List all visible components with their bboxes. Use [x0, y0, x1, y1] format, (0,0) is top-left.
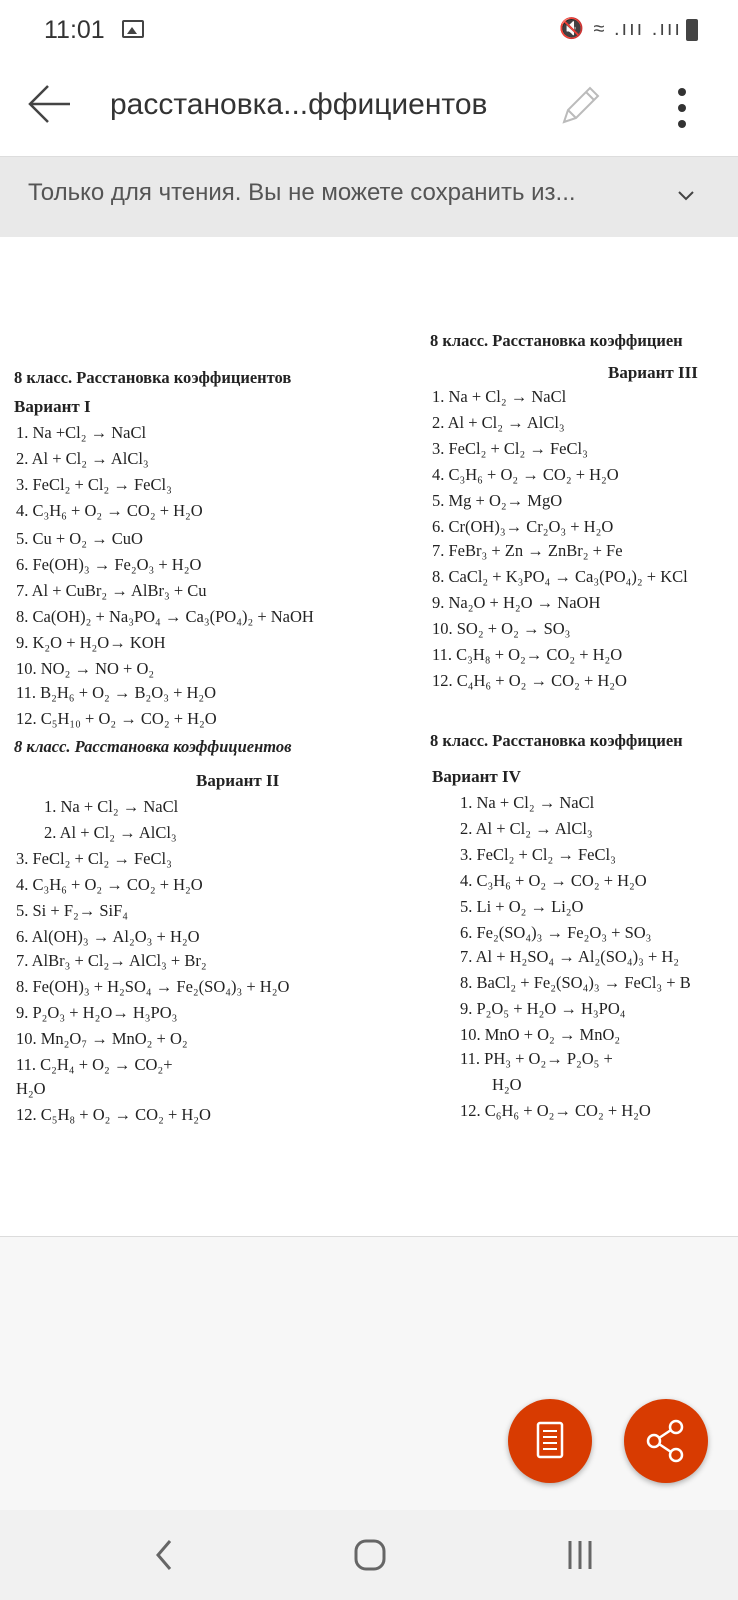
variant-heading: Вариант I: [14, 397, 91, 416]
equation: H₂O: [492, 1075, 522, 1094]
equation: 5. Li + O₂ → Li₂O: [460, 897, 584, 916]
equation: 9. K₂O + H₂O→ KOH: [16, 633, 166, 652]
equation: 11. B₂H₆ + O₂ → B₂O₃ + H₂O: [16, 683, 217, 702]
equation: 6. Cr(OH)₃→ Cr₂O₃ + H₂O: [432, 517, 614, 536]
equation: 6. Fe(OH)₃ → Fe₂O₃ + H₂O: [16, 555, 202, 574]
read-only-banner[interactable]: [0, 156, 738, 238]
variant-heading: Вариант II: [196, 771, 280, 790]
equation: 7. Al + CuBr₂ → AlBr₃ + Cu: [16, 581, 207, 600]
chevron-down-icon[interactable]: [676, 186, 696, 206]
back-arrow-icon[interactable]: [24, 78, 76, 130]
equation: H₂O: [16, 1079, 46, 1098]
variant-heading: Вариант IV: [432, 767, 521, 786]
share-button[interactable]: [624, 1399, 708, 1483]
equation: 6. Fe₂(SO₄)₃ → Fe₂O₃ + SO₃: [460, 923, 652, 942]
equation: 12. C₆H₆ + O₂→ CO₂ + H₂O: [460, 1101, 651, 1120]
equation: 1. Na + Cl₂ → NaCl: [432, 387, 567, 406]
equation: 3. FeCl₂ + Cl₂ → FeCl₃: [16, 849, 172, 868]
equation: 5. Cu + O₂ → CuO: [16, 529, 143, 548]
battery-icon: [686, 19, 698, 41]
status-bar: [0, 0, 738, 60]
equation: 1. Na + Cl₂ → NaCl: [460, 793, 595, 812]
document-title: расстановка...ффициентов: [110, 88, 488, 121]
status-icons: [559, 16, 698, 41]
equation: 1. Na +Cl₂ → NaCl: [16, 423, 147, 442]
section-title: 8 класс. Расстановка коэффициен: [430, 331, 683, 350]
equation: 2. Al + Cl₂ → AlCl₃: [44, 823, 177, 842]
equation: 12. C₄H₆ + O₂ → CO₂ + H₂O: [432, 671, 627, 690]
equation: 8. Fe(OH)₃ + H₂SO₄ → Fe₂(SO₄)₃ + H₂O: [16, 977, 290, 996]
equation: 12. C₅H₁₀ + O₂ → CO₂ + H₂O: [16, 709, 217, 728]
nav-back-icon[interactable]: [144, 1535, 184, 1575]
equation: 4. C₃H₆ + O₂ → CO₂ + H₂O: [16, 875, 203, 894]
reading-view-button[interactable]: [508, 1399, 592, 1483]
equation: 4. C₃H₆ + O₂ → CO₂ + H₂O: [460, 871, 647, 890]
equation: 7. AlBr₃ + Cl₂→ AlCl₃ + Br₂: [16, 951, 207, 970]
equation: 10. SO₂ + O₂ → SO₃: [432, 619, 571, 638]
more-options-icon[interactable]: [664, 80, 700, 136]
gallery-notification-icon: [122, 20, 144, 38]
equation: 12. C₅H₈ + O₂ → CO₂ + H₂O: [16, 1105, 211, 1124]
read-only-message: Только для чтения. Вы не можете сохранить из...: [28, 179, 576, 206]
system-navigation-bar: [0, 1510, 738, 1600]
equation: 3. FeCl₂ + Cl₂ → FeCl₃: [432, 439, 588, 458]
equation: 10. NO₂ → NO + O₂: [16, 659, 155, 678]
equation: 5. Si + F₂→ SiF₄: [16, 901, 129, 920]
equation: 8. Ca(OH)₂ + Na₃PO₄ → Ca₃(PO₄)₂ + NaOH: [16, 607, 314, 626]
equation: 5. Mg + O₂→ MgO: [432, 491, 563, 510]
equation: 3. FeCl₂ + Cl₂ → FeCl₃: [460, 845, 616, 864]
equation: 11. PH₃ + O₂→ P₂O₅ +: [460, 1049, 613, 1068]
equation: 7. FeBr₃ + Zn → ZnBr₂ + Fe: [432, 541, 623, 560]
equation: 3. FeCl₂ + Cl₂ → FeCl₃: [16, 475, 172, 494]
equation: 8. BaCl₂ + Fe₂(SO₄)₃ → FeCl₃ + B: [460, 973, 691, 992]
equation: 2. Al + Cl₂ → AlCl₃: [460, 819, 593, 838]
equation: 10. MnO + O₂ → MnO₂: [460, 1025, 621, 1044]
equation: 11. C₃H₈ + O₂→ CO₂ + H₂O: [432, 645, 623, 664]
equation: 2. Al + Cl₂ → AlCl₃: [16, 449, 149, 468]
variant-heading: Вариант III: [608, 363, 698, 382]
section-title: 8 класс. Расстановка коэффициентов: [14, 737, 292, 756]
document-page: [0, 237, 738, 1234]
status-time: 11:01: [44, 16, 105, 44]
equation: 1. Na + Cl₂ → NaCl: [44, 797, 179, 816]
app-bar: [0, 60, 738, 156]
equation: 8. CaCl₂ + K₃PO₄ → Ca₃(PO₄)₂ + KCl: [432, 567, 688, 586]
equation: 11. C₂H₄ + O₂ → CO₂+: [16, 1055, 173, 1074]
equation: 10. Mn₂O₇ → MnO₂ + O₂: [16, 1029, 188, 1048]
equation: 4. C₃H₆ + O₂ → CO₂ + H₂O: [16, 501, 203, 520]
edit-pencil-icon[interactable]: [556, 80, 606, 130]
equation: 9. P₂O₅ + H₂O → H₃PO₄: [460, 999, 626, 1018]
section-title: 8 класс. Расстановка коэффициен: [430, 731, 683, 750]
nav-home-icon[interactable]: [350, 1535, 390, 1575]
equation: 9. P₂O₃ + H₂O→ H₃PO₃: [16, 1003, 178, 1022]
share-icon: [624, 1399, 708, 1483]
equation: 6. Al(OH)₃ → Al₂O₃ + H₂O: [16, 927, 200, 946]
document-icon: [508, 1399, 592, 1483]
section-title: 8 класс. Расстановка коэффициентов: [14, 368, 292, 387]
equation: 2. Al + Cl₂ → AlCl₃: [432, 413, 565, 432]
nav-recents-icon[interactable]: [560, 1535, 600, 1575]
equation: 4. C₃H₆ + O₂ → CO₂ + H₂O: [432, 465, 619, 484]
signal-indicators: 🔇 ≈ .ııı .ııı: [558, 18, 682, 40]
equation: 7. Al + H₂SO₄ → Al₂(SO₄)₃ + H₂: [460, 947, 680, 966]
equation: 9. Na₂O + H₂O → NaOH: [432, 593, 601, 612]
